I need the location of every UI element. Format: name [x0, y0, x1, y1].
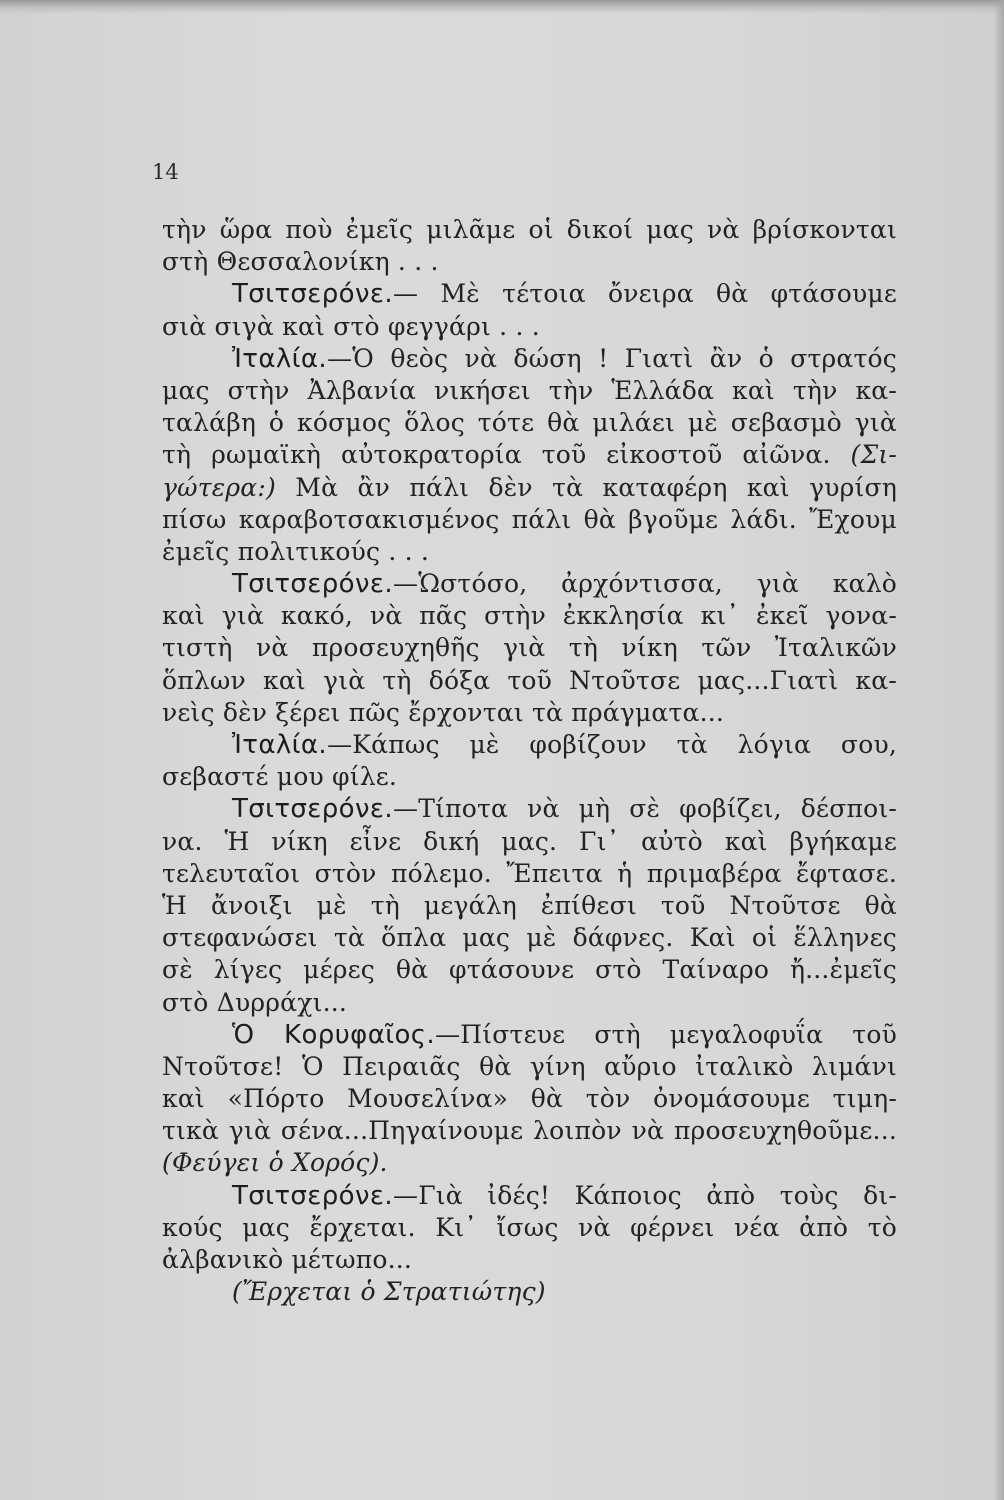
stage-direction: (Ἔρχεται ὁ Στρατιώτης)	[232, 1277, 546, 1307]
speaker-name: Ὁ Κορυφαῖος.	[232, 1019, 436, 1050]
text-line	[162, 536, 897, 568]
text-line	[162, 697, 897, 729]
speaker-name: Τσιτσερόνε.	[232, 794, 393, 825]
text-line	[162, 665, 897, 697]
text-span: καὶ γιὰ κακό, νὰ πᾶς στὴν ἐκκλησία κι᾿ ἐκεῖ γονα-	[162, 601, 897, 631]
stage-direction: (Σι-	[850, 440, 897, 470]
text-line	[162, 890, 897, 922]
text-span: —Γιὰ ἰδές! Κάποιος ἀπὸ τοὺς δι-	[393, 1180, 897, 1210]
text-span: στὸ Δυρράχι...	[162, 987, 348, 1017]
text-line	[162, 858, 897, 890]
text-line	[162, 246, 897, 278]
text-line	[162, 343, 897, 375]
text-span: τικὰ γιὰ σένα...Πηγαίνουμε λοιπὸν νὰ προσευχηθοῦμε...	[162, 1116, 897, 1146]
text-span: —Ὡστόσο, ἀρχόντισσα, γιὰ καλὸ	[393, 569, 897, 599]
text-line	[162, 922, 897, 954]
text-span: ὅπλων καὶ γιὰ τὴ δόξα τοῦ Ντοῦτσε μας...Γιατὶ κα-	[162, 665, 897, 695]
text-span: σεβαστέ μου φίλε.	[162, 762, 398, 792]
text-span: να. Ἡ νίκη εἶνε δική μας. Γι᾿ αὐτὸ καὶ βγήκαμε	[162, 826, 897, 856]
page-right-shadow	[994, 0, 1004, 1500]
text-line	[162, 1147, 897, 1179]
text-span: στεφανώσει τὰ ὅπλα μας μὲ δάφνες. Καὶ οἱ ἕλληνες	[162, 923, 897, 953]
text-line	[162, 278, 897, 310]
text-line	[162, 375, 897, 407]
text-line	[162, 568, 897, 600]
stage-direction: (Φεύγει ὁ Χορός).	[162, 1148, 388, 1178]
speaker-name: Τσιτσερόνε.	[232, 1180, 393, 1211]
text-span: σὲ λίγες μέρες θὰ φτάσουνε στὸ Ταίναρο ἤ...ἐμεῖς	[162, 955, 897, 985]
text-span: Μὰ ἂν πάλι δὲν τὰ καταφέρη καὶ γυρίση	[275, 472, 897, 502]
text-span: στὴ Θεσσαλονίκη . . .	[162, 247, 439, 277]
text-line	[162, 407, 897, 439]
stage-direction: γώτερα:)	[162, 472, 276, 502]
text-span: —Πίστευε στὴ μεγαλοφυΐα τοῦ	[435, 1019, 897, 1049]
text-line	[162, 600, 897, 632]
text-line	[162, 504, 897, 536]
text-line	[162, 1212, 897, 1244]
text-span: τιστὴ νὰ προσευχηθῆς γιὰ τὴ νίκη τῶν Ἰταλικῶν	[162, 633, 897, 663]
text-span: τελευταῖοι στὸν πόλεμο. Ἔπειτα ἡ πριμαβέρα ἔφτασε.	[162, 858, 897, 888]
text-span: —Κάπως μὲ φοβίζουν τὰ λόγια σου,	[327, 730, 897, 759]
text-line	[162, 826, 897, 858]
page-number: 14	[152, 160, 179, 184]
text-line	[162, 472, 897, 504]
text-span: Ντοῦτσε! Ὁ Πειραιᾶς θὰ γίνη αὔριο ἰταλικὸ λιμάνι	[162, 1051, 897, 1081]
speaker-name: Τσιτσερόνε.	[232, 569, 393, 600]
text-span: — Μὲ τέτοια ὄνειρα θὰ φτάσουμε	[393, 279, 897, 309]
speaker-name: Ἰταλία.	[232, 730, 328, 760]
text-line	[162, 1115, 897, 1147]
text-span: μας στὴν Ἀλβανία νικήσει τὴν Ἑλλάδα καὶ τὴν κα-	[162, 375, 897, 405]
text-line	[162, 1051, 897, 1083]
text-span: τὴ ρωμαϊκὴ αὐτοκρατορία τοῦ εἰκοστοῦ αἰῶνα.	[162, 440, 851, 470]
text-line	[162, 1276, 897, 1308]
text-span: πίσω καραβοτσακισμένος πάλι θὰ βγοῦμε λάδι. Ἔχουμ	[162, 504, 897, 534]
page-top-shadow	[0, 0, 1004, 14]
text-line	[162, 311, 897, 343]
text-line	[162, 761, 897, 793]
text-line	[162, 439, 897, 471]
text-span: νεὶς δὲν ξέρει πῶς ἔρχονται τὰ πράγματα...	[162, 697, 725, 727]
text-line	[162, 1083, 897, 1115]
text-span: καὶ «Πόρτο Μουσελίνα» θὰ τὸν ὀνομάσουμε τιμη-	[162, 1084, 897, 1114]
text-line	[162, 1019, 897, 1051]
text-line	[162, 793, 897, 825]
text-line	[162, 954, 897, 986]
text-line	[162, 632, 897, 664]
text-span: Ἡ ἄνοιξι μὲ τὴ μεγάλη ἐπίθεσι τοῦ Ντοῦτσε θὰ	[162, 890, 897, 920]
page-text	[162, 214, 897, 1308]
text-line	[162, 987, 897, 1019]
text-span: σιὰ σιγὰ καὶ στὸ φεγγάρι . . .	[162, 311, 540, 341]
text-span: τὴν ὥρα ποὺ ἐμεῖς μιλᾶμε οἱ δικοί μας νὰ βρίσκονται	[162, 215, 897, 244]
speaker-name: Τσιτσερόνε.	[232, 279, 393, 310]
text-span: ταλάβη ὁ κόσμος ὅλος τότε θὰ μιλάει μὲ σεβασμὸ γιὰ	[162, 408, 897, 438]
text-line	[162, 729, 897, 761]
text-line	[162, 1180, 897, 1212]
text-span: ἀλβανικὸ μέτωπο...	[162, 1245, 413, 1274]
text-span: κούς μας ἔρχεται. Κι᾿ ἴσως νὰ φέρνει νέα ἀπὸ τὸ	[162, 1212, 897, 1242]
text-span: —Ὁ θεὸς νὰ δώση ! Γιατὶ ἂν ὁ στρατός	[327, 343, 897, 373]
text-span: ἐμεῖς πολιτικούς . . .	[162, 536, 430, 566]
speaker-name: Ἰταλία.	[232, 343, 328, 374]
text-line	[162, 214, 897, 246]
text-line	[162, 1244, 897, 1276]
text-span: —Τίποτα νὰ μὴ σὲ φοβίζει, δέσποι-	[393, 794, 897, 824]
